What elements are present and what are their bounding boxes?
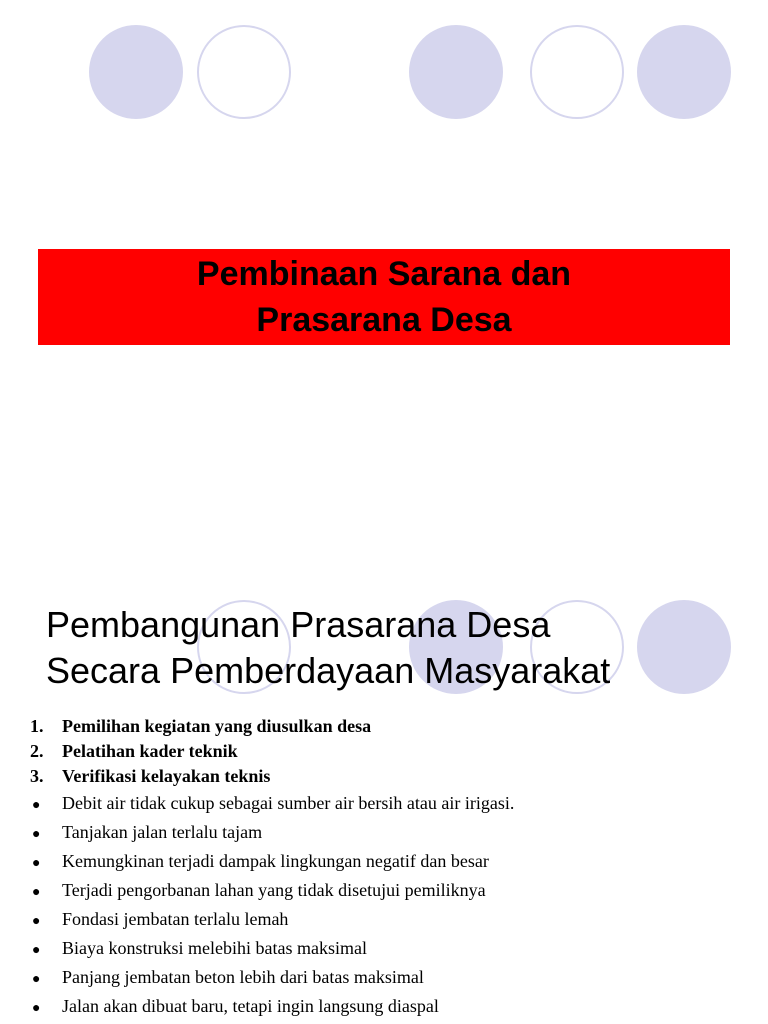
bullet-item-text: Panjang jembatan beton lebih dari batas maksimal (62, 967, 424, 987)
bullet-item (30, 963, 750, 992)
slide2-content-list (30, 714, 750, 1021)
bullet-icon: ● (32, 943, 41, 958)
numbered-item (30, 739, 750, 764)
number-marker: 2. (30, 741, 44, 761)
numbered-item-text: Pemilihan kegiatan yang diusulkan desa (62, 716, 372, 736)
slide2-title-line2: Secara Pemberdayaan Masyarakat (46, 650, 611, 691)
bullet-icon: ● (32, 1001, 41, 1016)
slide2-title-line1: Pembangunan Prasarana Desa (46, 604, 551, 645)
bullet-icon: ● (32, 798, 41, 813)
slide2-title (46, 602, 746, 694)
bullet-item-text: Tanjakan jalan terlalu tajam (62, 822, 263, 842)
bullet-item (30, 905, 750, 934)
bullet-item-text: Terjadi pengorbanan lahan yang tidak disetujui pemiliknya (62, 880, 486, 900)
numbered-item-text: Pelatihan kader teknik (62, 741, 238, 761)
decor-circle-outline (197, 25, 291, 119)
decor-circle-outline (530, 25, 624, 119)
numbered-item-text: Verifikasi kelayakan teknis (62, 766, 271, 786)
decor-circle-filled (637, 25, 731, 119)
bullet-item (30, 992, 750, 1021)
decor-circle-filled (409, 25, 503, 119)
bullet-icon: ● (32, 885, 41, 900)
numbered-item (30, 764, 750, 789)
bullet-icon: ● (32, 827, 41, 842)
bullet-item-text: Fondasi jembatan terlalu lemah (62, 909, 289, 929)
bullet-item (30, 789, 750, 818)
bullet-item-text: Kemungkinan terjadi dampak lingkungan negatif dan besar (62, 851, 489, 871)
bullet-item-text: Debit air tidak cukup sebagai sumber air bersih atau air irigasi. (62, 793, 515, 813)
bullet-item (30, 847, 750, 876)
bullet-item (30, 934, 750, 963)
number-marker: 1. (30, 716, 44, 736)
slide1-title-banner (38, 249, 730, 345)
bullet-item-text: Jalan akan dibuat baru, tetapi ingin langsung diaspal (62, 996, 439, 1016)
decor-circle-filled (89, 25, 183, 119)
bullet-icon: ● (32, 914, 41, 929)
bullet-item (30, 876, 750, 905)
bullet-icon: ● (32, 972, 41, 987)
slide1-title-line2: Prasarana Desa (256, 301, 512, 339)
bullet-item-text: Biaya konstruksi melebihi batas maksimal (62, 938, 367, 958)
bullet-icon: ● (32, 856, 41, 871)
slide1-title-line1: Pembinaan Sarana dan (196, 255, 572, 293)
numbered-item (30, 714, 750, 739)
bullet-item (30, 818, 750, 847)
number-marker: 3. (30, 766, 44, 786)
